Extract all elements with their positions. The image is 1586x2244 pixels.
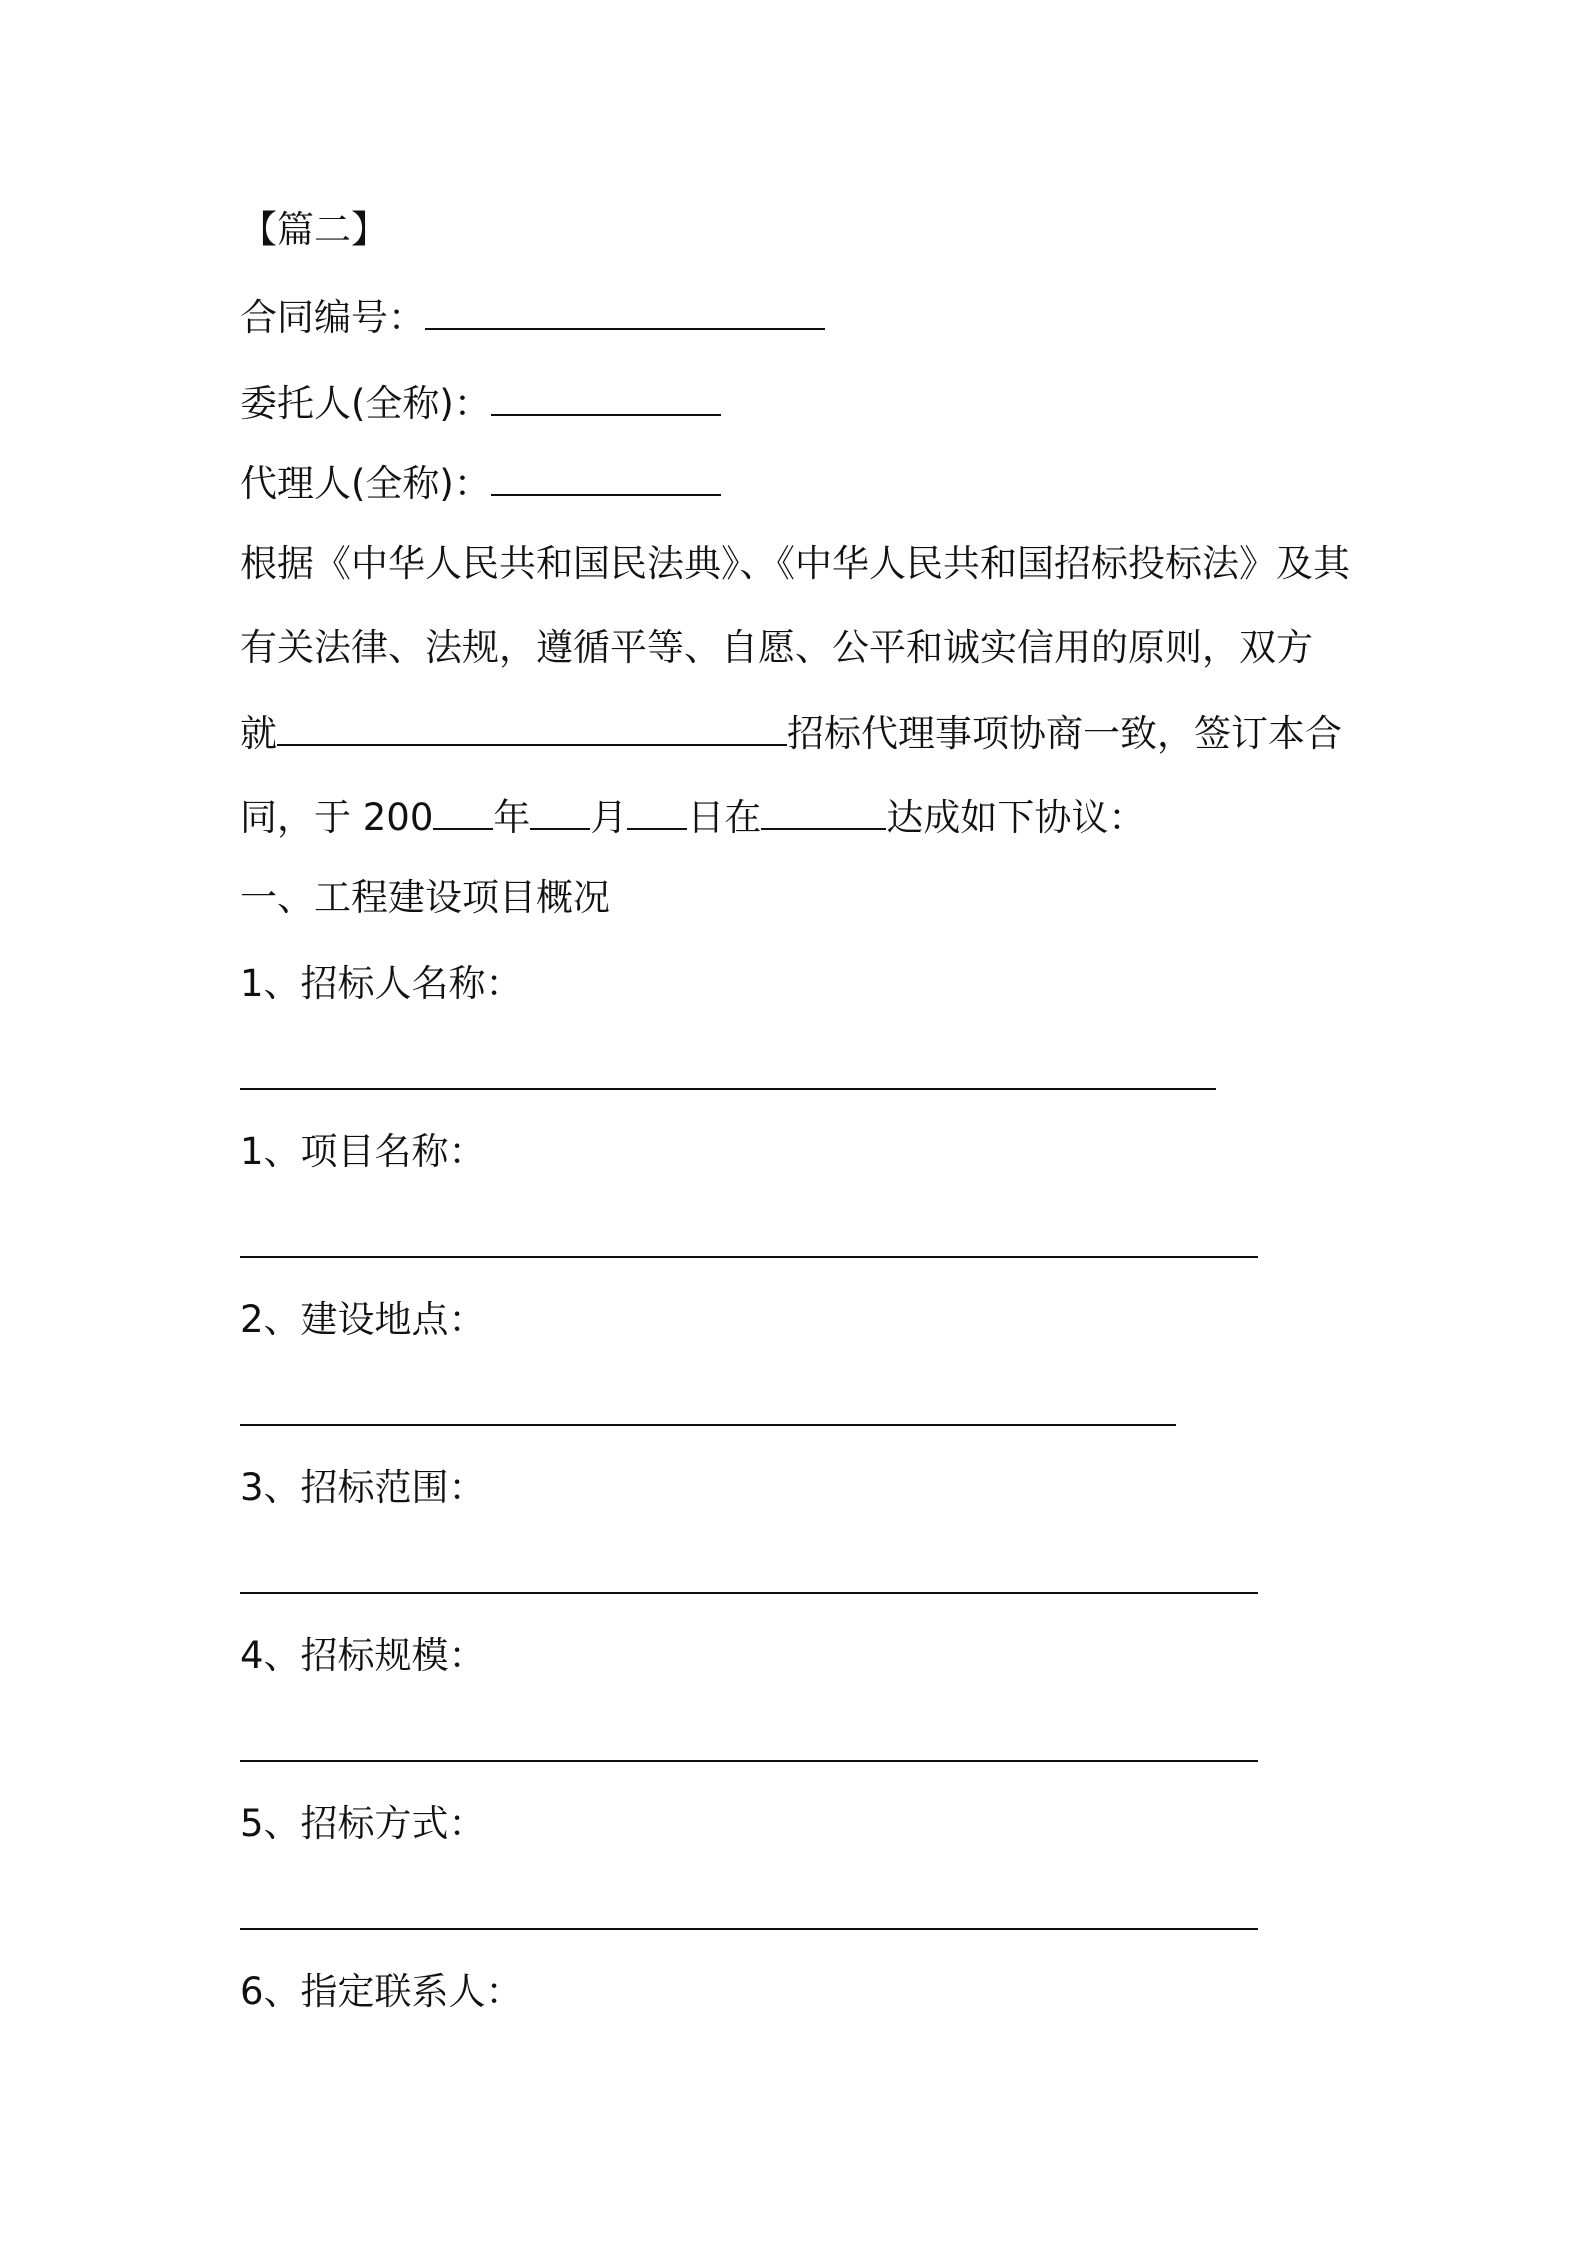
paragraph-text-4c: 月 (590, 796, 628, 839)
chapter-heading-text: 一、工程建设项目概况 (240, 876, 610, 919)
item-label: 5、招标方式： (240, 1802, 486, 1845)
item-label: 4、招标规模： (240, 1634, 486, 1677)
item-label: 6、指定联系人： (240, 1970, 523, 2013)
paragraph-line-4 (240, 792, 1145, 842)
paragraph-text-4b: 年 (493, 796, 531, 839)
paragraph-text-4e: 达成如下协议： (886, 796, 1146, 839)
tender-scale-field[interactable] (240, 1760, 1258, 1762)
tender-method-field[interactable] (240, 1928, 1258, 1930)
tender-scope-field[interactable] (240, 1592, 1258, 1594)
item-project-name (240, 1128, 486, 1176)
paragraph-line-2 (240, 624, 1313, 672)
project-name-field[interactable] (240, 1256, 1258, 1258)
item-label: 2、建设地点： (240, 1298, 486, 1341)
item-construction-site (240, 1296, 486, 1344)
paragraph-line-1 (240, 540, 1350, 588)
item-tender-scale (240, 1632, 486, 1680)
section-heading-text: 【篇二】 (240, 208, 388, 251)
day-field[interactable] (627, 792, 687, 830)
item-contact-person (240, 1968, 523, 2016)
item-label: 1、招标人名称： (240, 962, 523, 1005)
paragraph-text-1: 根据《中华人民共和国民法典》、《中华人民共和国招标投标法》及其 (240, 542, 1350, 585)
principal-field[interactable] (491, 378, 721, 416)
item-tender-scope (240, 1464, 486, 1512)
principal-label: 委托人(全称)： (240, 382, 491, 425)
contract-number-label: 合同编号： (240, 296, 425, 339)
paragraph-text-2: 有关法律、法规，遵循平等、自愿、公平和诚实信用的原则，双方 (240, 626, 1313, 669)
paragraph-text-3-start: 就 (240, 712, 277, 755)
item-label: 3、招标范围： (240, 1466, 486, 1509)
agent-line (240, 458, 721, 508)
agent-field[interactable] (491, 458, 721, 496)
matter-field[interactable] (277, 708, 787, 746)
tenderer-name-field[interactable] (240, 1088, 1216, 1090)
paragraph-line-3 (240, 708, 1342, 758)
section-heading (240, 206, 388, 254)
chapter-heading (240, 874, 610, 922)
month-field[interactable] (530, 792, 590, 830)
place-field[interactable] (761, 792, 886, 830)
item-tender-method (240, 1800, 486, 1848)
contract-number-line (240, 292, 825, 342)
agent-label: 代理人(全称)： (240, 462, 491, 505)
paragraph-text-4d: 日在 (687, 796, 762, 839)
year-field[interactable] (433, 792, 493, 830)
contract-number-field[interactable] (425, 292, 825, 330)
principal-line (240, 378, 721, 428)
item-label: 1、项目名称： (240, 1130, 486, 1173)
construction-site-field[interactable] (240, 1424, 1176, 1426)
item-tenderer-name (240, 960, 523, 1008)
paragraph-text-3-end: 招标代理事项协商一致，签订本合 (787, 712, 1342, 755)
paragraph-text-4a: 同，于 200 (240, 796, 434, 839)
